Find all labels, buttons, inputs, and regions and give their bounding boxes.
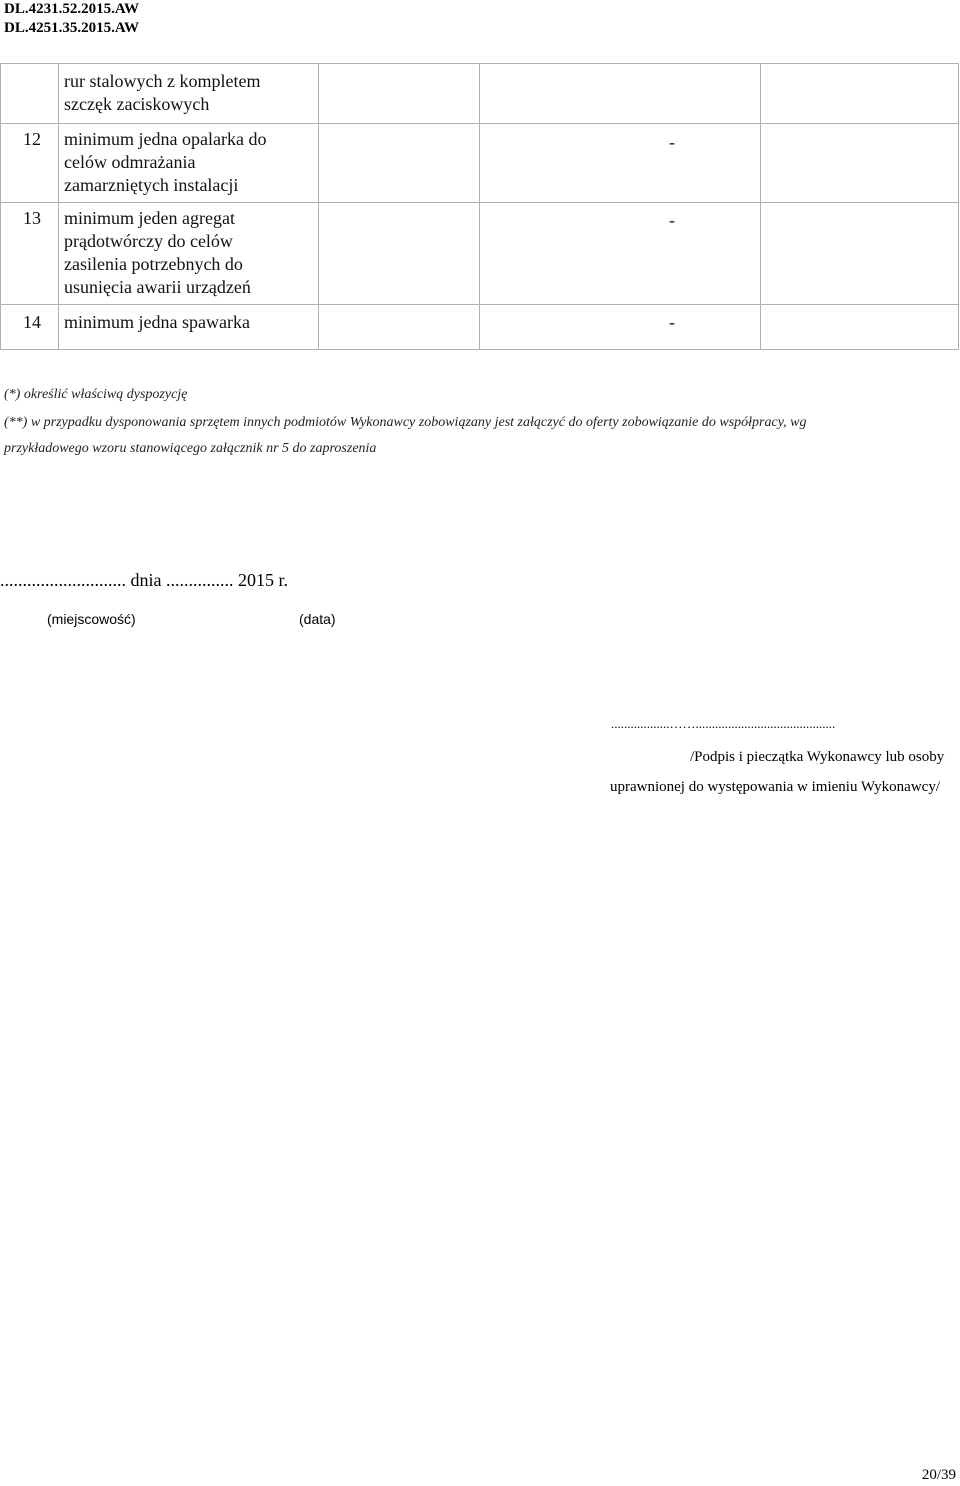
footnote-other-entities-line-2: przykładowego wzoru stanowiącego załącznik nr 5 do zaproszenia <box>4 441 377 456</box>
equipment-table <box>0 63 959 350</box>
table-row-value: - <box>669 210 675 230</box>
table-row-divider <box>1 123 958 124</box>
table-row-number: 12 <box>23 129 41 149</box>
table-row-value: - <box>669 132 675 152</box>
table-row-divider <box>1 202 958 203</box>
table-column-divider <box>58 64 59 349</box>
document-reference <box>4 0 139 38</box>
reference-number-2: DL.4251.35.2015.AW <box>4 20 140 36</box>
table-row-description: minimum jedna opalarka do celów odmrażania zamarzniętych instalacji <box>64 129 267 195</box>
table-row-description: rur stalowych z kompletem szczęk zaciskowych <box>64 71 261 114</box>
signature-dotted-line: ..................……........................................... <box>611 716 836 731</box>
table-row-number: 14 <box>23 312 41 332</box>
reference-number-1: DL.4231.52.2015.AW <box>4 1 140 17</box>
table-row-number: 13 <box>23 208 41 228</box>
page-number: 20/39 <box>921 1467 956 1483</box>
signature-caption-line-2: uprawnionej do występowania w imieniu Wykonawcy/ <box>610 779 940 795</box>
date-label: (data) <box>299 611 336 627</box>
table-row-description: minimum jeden agregat prądotwórczy do celów zasilenia potrzebnych do usunięcia awarii urządzeń <box>64 208 251 297</box>
table-row-divider <box>1 304 958 305</box>
table-column-divider <box>318 64 319 349</box>
table-row-description: minimum jedna spawarka <box>64 312 250 332</box>
table-row-value: - <box>669 312 675 332</box>
signature-caption-line-1: /Podpis i pieczątka Wykonawcy lub osoby <box>690 749 945 765</box>
table-column-divider <box>479 64 480 349</box>
footnote-other-entities-line-1: (**) w przypadku dysponowania sprzętem innych podmiotów Wykonawcy zobowiązany jest załączyć do oferty zobowiązanie do współpracy, wg <box>4 415 807 430</box>
footnote-disposition: (*) określić właściwą dyspozycję <box>4 387 188 402</box>
table-column-divider <box>760 64 761 349</box>
place-label: (miejscowość) <box>47 611 136 627</box>
place-date-line: ............................ dnia ............... 2015 r. <box>0 570 288 590</box>
